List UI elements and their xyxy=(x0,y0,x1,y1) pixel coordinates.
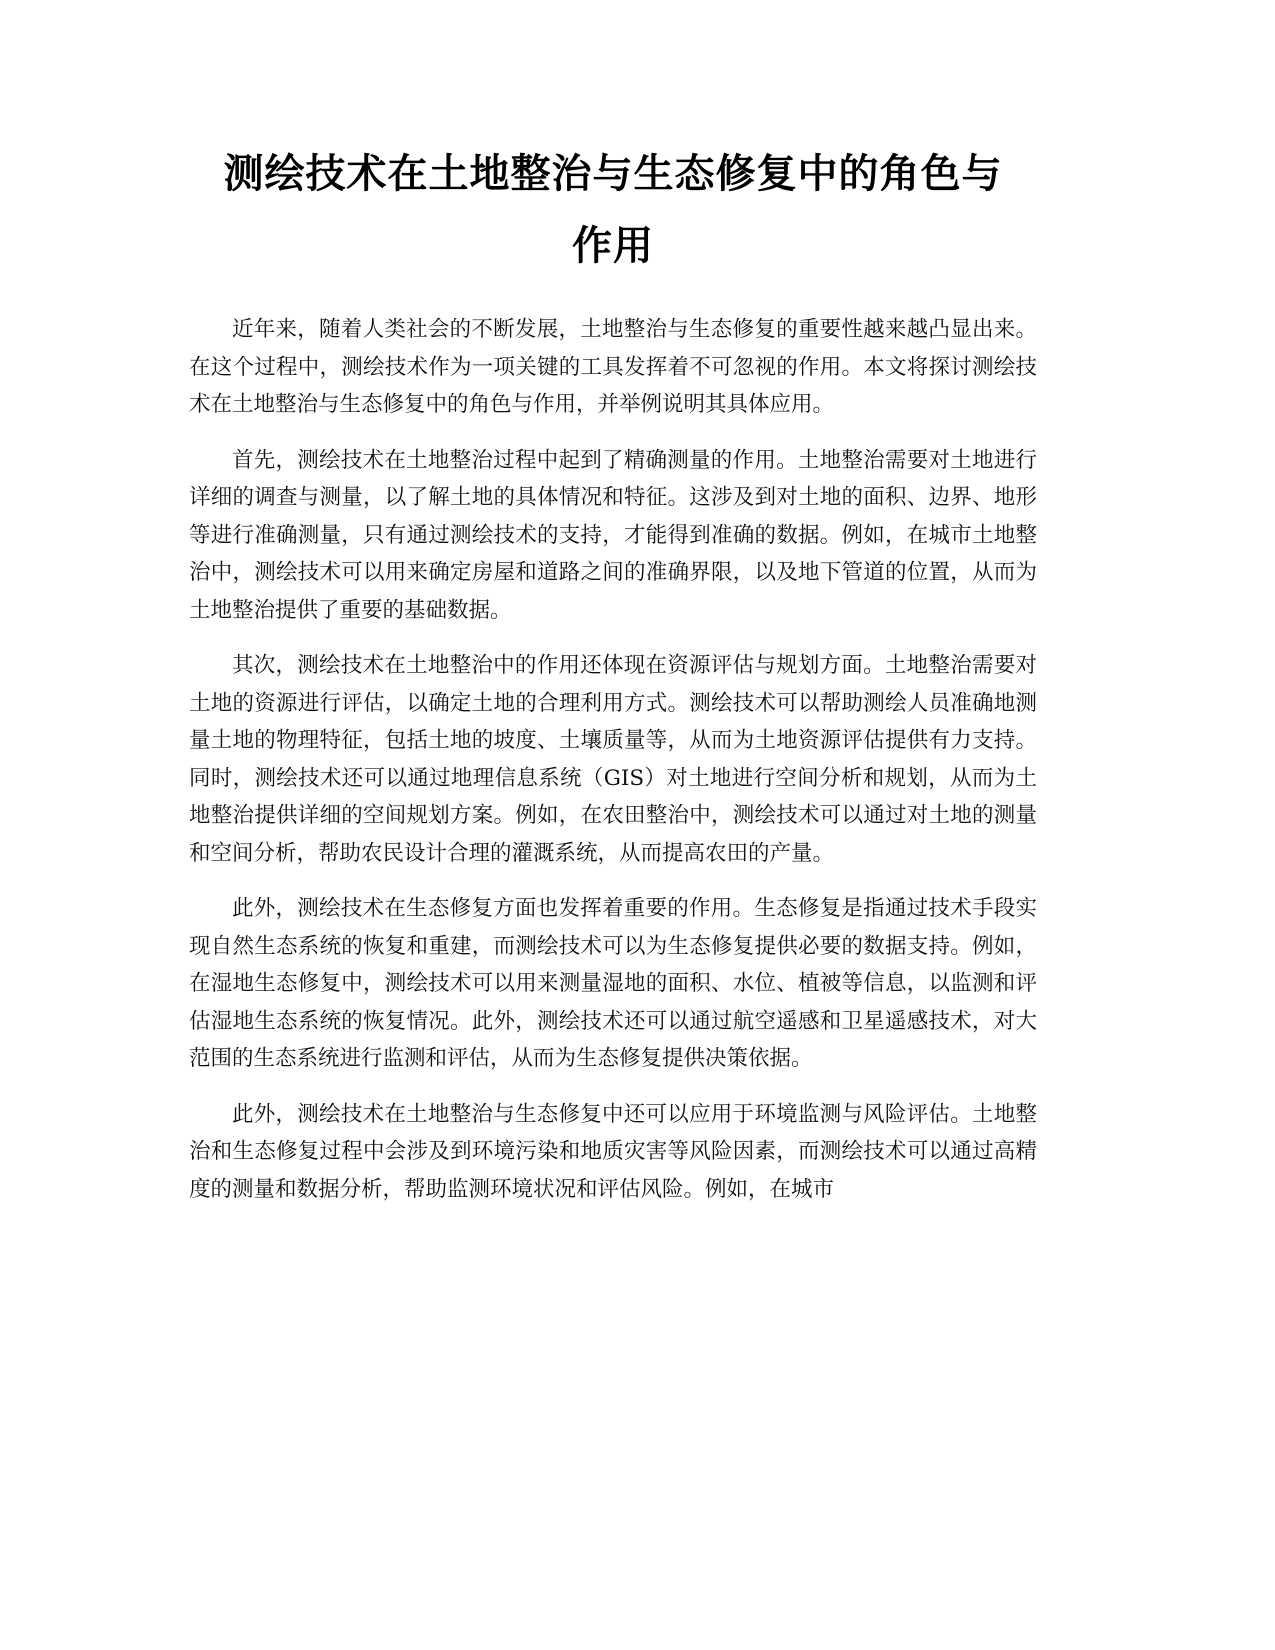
title-line-1: 测绘技术在土地整治与生态修复中的角色与 xyxy=(223,151,1003,197)
paragraph-environment-monitoring: 此外，测绘技术在土地整治与生态修复中还可以应用于环境监测与风险评估。土地整治和生态修复过程中会涉及到环境污染和地质灾害等风险因素，而测绘技术可以通过高精度的测量和数据分析，帮助监测环境状况和评估风险。例如，在城市 xyxy=(189,1101,1037,1202)
document-body xyxy=(189,311,1037,1208)
title-line-2: 作用 xyxy=(572,223,654,269)
paragraph-intro: 近年来，随着人类社会的不断发展，土地整治与生态修复的重要性越来越凸显出来。在这个过程中，测绘技术作为一项关键的工具发挥着不可忽视的作用。本文将探讨测绘技术在土地整治与生态修复中的角色与作用，并举例说明其具体应用。 xyxy=(189,317,1037,417)
paragraph-resource-assessment: 其次，测绘技术在土地整治中的作用还体现在资源评估与规划方面。土地整治需要对土地的资源进行评估，以确定土地的合理利用方式。测绘技术可以帮助测绘人员准确地测量土地的物理特征，包括土地的坡度、土壤质量等，从而为土地资源评估提供有力支持。同时，测绘技术还可以通过地理信息系统（GIS）对土地进行空间分析和规划，从而为土地整治提供详细的空间规划方案。例如，在农田整治中，测绘技术可以通过对土地的测量和空间分析，帮助农民设计合理的灌溉系统，从而提高农田的产量。 xyxy=(189,653,1037,866)
document-title xyxy=(169,138,1057,282)
paragraph-precise-measurement: 首先，测绘技术在土地整治过程中起到了精确测量的作用。土地整治需要对土地进行详细的调查与测量，以了解土地的具体情况和特征。这涉及到对土地的面积、边界、地形等进行准确测量，只有通过测绘技术的支持，才能得到准确的数据。例如，在城市土地整治中，测绘技术可以用来确定房屋和道路之间的准确界限，以及地下管道的位置，从而为土地整治提供了重要的基础数据。 xyxy=(189,447,1037,623)
paragraph-ecological-restoration: 此外，测绘技术在生态修复方面也发挥着重要的作用。生态修复是指通过技术手段实现自然生态系统的恢复和重建，而测绘技术可以为生态修复提供必要的数据支持。例如，在湿地生态修复中，测绘技术可以用来测量湿地的面积、水位、植被等信息，以监测和评估湿地生态系统的恢复情况。此外，测绘技术还可以通过航空遥感和卫星遥感技术，对大范围的生态系统进行监测和评估，从而为生态修复提供决策依据。 xyxy=(189,896,1037,1071)
